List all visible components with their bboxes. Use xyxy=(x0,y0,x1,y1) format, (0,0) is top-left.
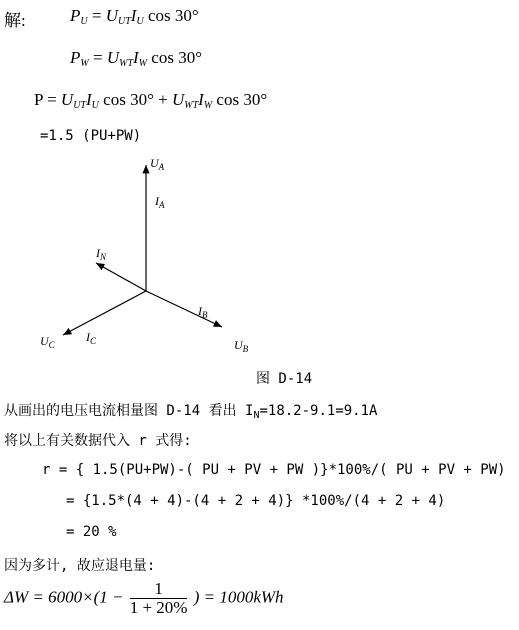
label-ib: $I_B$ xyxy=(198,304,208,320)
label-in: $I_N$ xyxy=(96,246,107,262)
text-line-1: 从画出的电压电流相量图 D-14 看出 $I_N=18.2-9.1=9.1A$ xyxy=(4,403,378,421)
text-line-3: 因为多计, 故应退电量: xyxy=(4,558,156,574)
fraction: $\frac{1}{1 + 20\%}$ xyxy=(129,579,188,617)
r-equation-3: = 20 % xyxy=(66,524,117,540)
label-ia: $I_A$ xyxy=(155,194,165,210)
figure-caption: 图 D-14 xyxy=(256,371,313,387)
text-line-2: 将以上有关数据代入 r 式得: xyxy=(4,433,192,449)
phasor-diagram xyxy=(0,145,300,365)
solution-label: 解: xyxy=(4,11,26,30)
r-equation-1: r = { 1.5(PU+PW)-( PU + PV + PW )}*100%/( PU + PV + PW) xyxy=(42,462,506,478)
phasor-ub xyxy=(146,291,222,327)
final-equation: ΔW = 6000×(1 − $\frac{1}{1 + 20\%}$ ) = 1000kWh xyxy=(4,579,284,617)
phasor-in xyxy=(96,263,146,291)
label-ua: $U_A$ xyxy=(150,156,165,172)
label-ic: $I_C$ xyxy=(86,330,97,346)
equation-p-total: $P = U_{UT}I_U$ $\cos 30^\circ + U_{WT}I_W$ cos 30° xyxy=(34,90,268,111)
label-uc: $U_C$ xyxy=(40,334,55,350)
label-ub: $U_B$ xyxy=(234,338,249,354)
equation-simplified: =1.5 (PU+PW) xyxy=(40,128,142,144)
phasor-uc xyxy=(63,291,146,335)
equation-pw: $P_W = U_{WT}I_W$ cos 30° xyxy=(70,48,202,69)
equation-pu: $P_U = U_{UT}I_U$ cos 30° xyxy=(70,6,199,27)
r-equation-2: = {1.5*(4 + 4)-(4 + 2 + 4)} *100%/(4 + 2 + 4) xyxy=(66,493,446,509)
